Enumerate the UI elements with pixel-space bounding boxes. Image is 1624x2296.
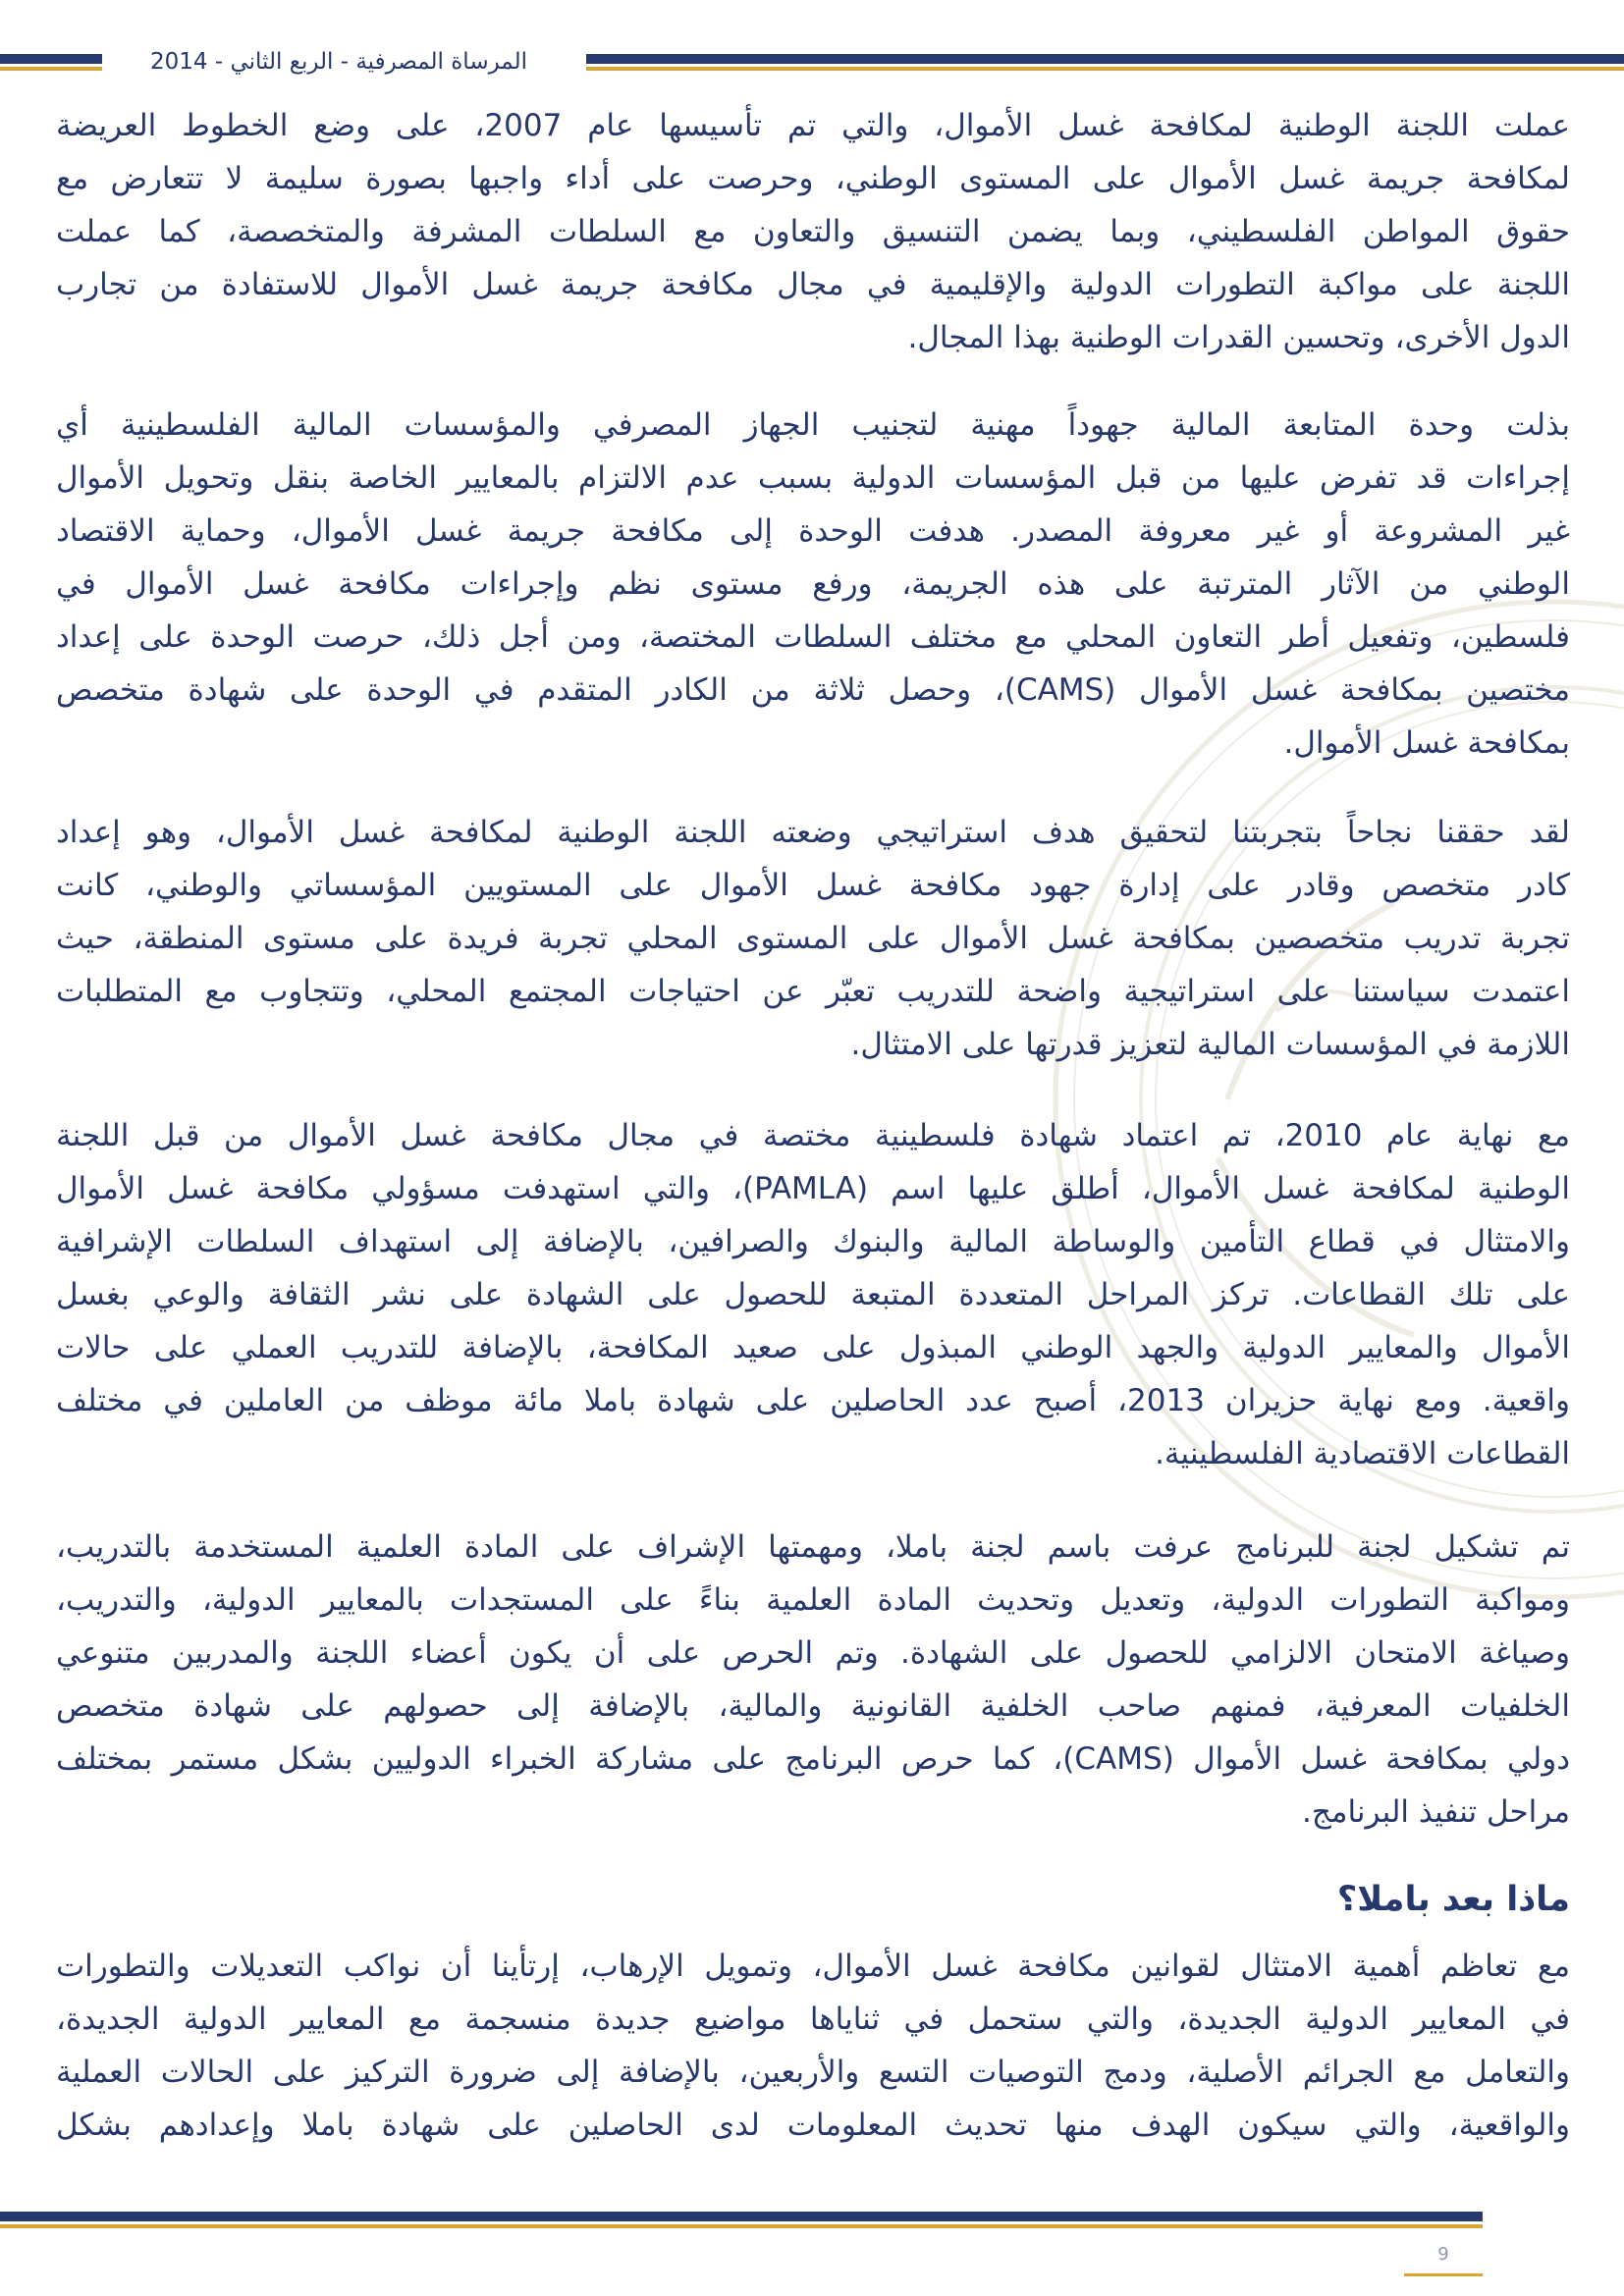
text-line: كادر متخصص وقادر على إدارة جهود مكافحة غسل الأموال على المستويين المؤسساتي والوطني، كانت bbox=[56, 868, 1570, 903]
text-line: والواقعية، والتي سيكون الهدف منها تحديث المعلومات لدى الحاصلين على شهادة باملا وإعدادهم بشكل bbox=[56, 2108, 1570, 2143]
paragraph-2 bbox=[56, 399, 1570, 770]
paragraph-4 bbox=[56, 1109, 1570, 1480]
text-line: القطاعات الاقتصادية الفلسطينية. bbox=[1155, 1436, 1570, 1471]
running-header-title: المرساة المصرفية - الربع الثاني - 2014 bbox=[150, 49, 527, 75]
paragraph-3 bbox=[56, 806, 1570, 1071]
text-line: لقد حققنا نجاحاً بتجربتنا لتحقيق هدف استراتيجي وضعته اللجنة الوطنية لمكافحة غسل الأموال، وهو إعداد bbox=[56, 815, 1570, 850]
section-heading: ماذا بعد باملا؟ bbox=[1336, 1880, 1570, 1919]
header-left-gold-rule bbox=[0, 67, 102, 71]
page-number: 9 bbox=[1437, 2244, 1449, 2265]
text-line: الخلفيات المعرفية، فمنهم صاحب الخلفية القانونية والمالية، بالإضافة إلى حصولهم على شهادة متخصص bbox=[56, 1688, 1570, 1724]
text-line: اللازمة في المؤسسات المالية لتعزيز قدرتها على الامتثال. bbox=[850, 1027, 1570, 1062]
text-line: وصياغة الامتحان الالزامي للحصول على الشهادة. وتم الحرص على أن يكون أعضاء اللجنة والمدربين متنوعي bbox=[56, 1635, 1570, 1671]
text-line: الدول الأخرى، وتحسين القدرات الوطنية بهذا المجال. bbox=[907, 320, 1570, 355]
footer-gold-rule bbox=[0, 2224, 1483, 2228]
text-line: دولي بمكافحة غسل الأموال (CAMS)، كما حرص البرنامج على مشاركة الخبراء الدوليين بشكل مستمر بمختلف bbox=[56, 1741, 1570, 1777]
paragraph-1 bbox=[56, 99, 1570, 364]
header-right-blue-bar bbox=[586, 54, 1624, 64]
text-line: الوطني من الآثار المترتبة على هذه الجريمة، ورفع مستوى نظم وإجراءات مكافحة غسل الأموال في bbox=[56, 566, 1570, 602]
text-line: مع نهاية عام 2010، تم اعتماد شهادة فلسطينية مختصة في مجال مكافحة غسل الأموال من قبل اللجنة bbox=[56, 1118, 1570, 1153]
header-left-blue-bar bbox=[0, 54, 102, 64]
text-line: بمكافحة غسل الأموال. bbox=[1283, 725, 1570, 761]
paragraph-6 bbox=[56, 1940, 1570, 2152]
text-line: عملت اللجنة الوطنية لمكافحة غسل الأموال، والتي تم تأسيسها عام 2007، على وضع الخطوط العريضة bbox=[56, 108, 1570, 143]
text-line: مختصين بمكافحة غسل الأموال (CAMS)، وحصل ثلاثة من الكادر المتقدم في الوحدة على شهادة متخصص bbox=[56, 672, 1570, 708]
text-line: في المعايير الدولية الجديدة، والتي ستحمل في ثناياها مواضيع جديدة منسجمة مع المعايير الدولية الجديدة، bbox=[56, 2002, 1570, 2037]
text-line: حقوق المواطن الفلسطيني، وبما يضمن التنسيق والتعاون مع السلطات المشرفة والمتخصصة، كما عملت bbox=[56, 214, 1570, 249]
text-line: مع تعاظم أهمية الامتثال لقوانين مكافحة غسل الأموال، وتمويل الإرهاب، إرتأينا أن نواكب التعديلات والتطورات bbox=[56, 1949, 1570, 1984]
text-line: ومواكبة التطورات الدولية، وتعديل وتحديث المادة العلمية بناءً على المستجدات بالمعايير الدولية، والتدريب، bbox=[56, 1582, 1570, 1618]
text-line: لمكافحة جريمة غسل الأموال على المستوى الوطني، وحرصت على أداء واجبها بصورة سليمة لا تتعارض مع bbox=[56, 161, 1570, 196]
text-line: بذلت وحدة المتابعة المالية جهوداً مهنية لتجنيب الجهاز المصرفي والمؤسسات المالية الفلسطينية أي bbox=[56, 407, 1570, 443]
text-line: اعتمدت سياستنا على استراتيجية واضحة للتدريب تعبّر عن احتياجات المجتمع المحلي، وتتجاوب مع المتطلبات bbox=[56, 974, 1570, 1009]
text-line: اللجنة على مواكبة التطورات الدولية والإقليمية في مجال مكافحة جريمة غسل الأموال للاستفادة من تجارب bbox=[56, 267, 1570, 302]
page-number-gold-rule bbox=[1404, 2273, 1483, 2276]
text-line: إجراءات قد تفرض عليها من قبل المؤسسات الدولية بسبب عدم الالتزام بالمعايير الخاصة بنقل وتحويل الأموال bbox=[56, 460, 1570, 496]
text-line: الوطنية لمكافحة غسل الأموال، أطلق عليها اسم (PAMLA)، والتي استهدفت مسؤولي مكافحة غسل الأموال bbox=[56, 1171, 1570, 1206]
text-line: فلسطين، وتفعيل أطر التعاون المحلي مع مختلف السلطات المختصة، ومن أجل ذلك، حرصت الوحدة على إعداد bbox=[56, 619, 1570, 655]
footer-blue-bar bbox=[0, 2212, 1483, 2221]
header-right-gold-rule bbox=[586, 67, 1624, 71]
text-line: تجربة تدريب متخصصين بمكافحة غسل الأموال على المستوى المحلي تجربة فريدة على مستوى المنطقة، حيث bbox=[56, 921, 1570, 956]
text-line: تم تشكيل لجنة للبرنامج عرفت باسم لجنة باملا، ومهمتها الإشراف على المادة العلمية المستخدمة بالتدريب، bbox=[56, 1529, 1570, 1565]
text-line: واقعية. ومع نهاية حزيران 2013، أصبح عدد الحاصلين على شهادة باملا مائة موظف من العاملين في مختلف bbox=[56, 1383, 1570, 1418]
text-line: الأموال والمعايير الدولية والجهد الوطني المبذول على صعيد المكافحة، بالإضافة للتدريب العملي على حالات bbox=[56, 1330, 1570, 1365]
text-line: على تلك القطاعات. تركز المراحل المتعددة المتبعة للحصول على الشهادة على نشر الثقافة والوعي بغسل bbox=[56, 1277, 1570, 1312]
text-line: والتعامل مع الجرائم الأصلية، ودمج التوصيات التسع والأربعين، بالإضافة إلى ضرورة التركيز على الحالات العملية bbox=[56, 2055, 1570, 2090]
text-line: مراحل تنفيذ البرنامج. bbox=[1301, 1794, 1570, 1830]
text-line: غير المشروعة أو غير معروفة المصدر. هدفت الوحدة إلى مكافحة جريمة غسل الأموال، وحماية الاقتصاد bbox=[56, 513, 1570, 549]
text-line: والامتثال في قطاع التأمين والوساطة المالية والبنوك والصرافين، بالإضافة إلى استهداف السلطات الإشرافية bbox=[56, 1224, 1570, 1259]
paragraph-5 bbox=[56, 1521, 1570, 1839]
